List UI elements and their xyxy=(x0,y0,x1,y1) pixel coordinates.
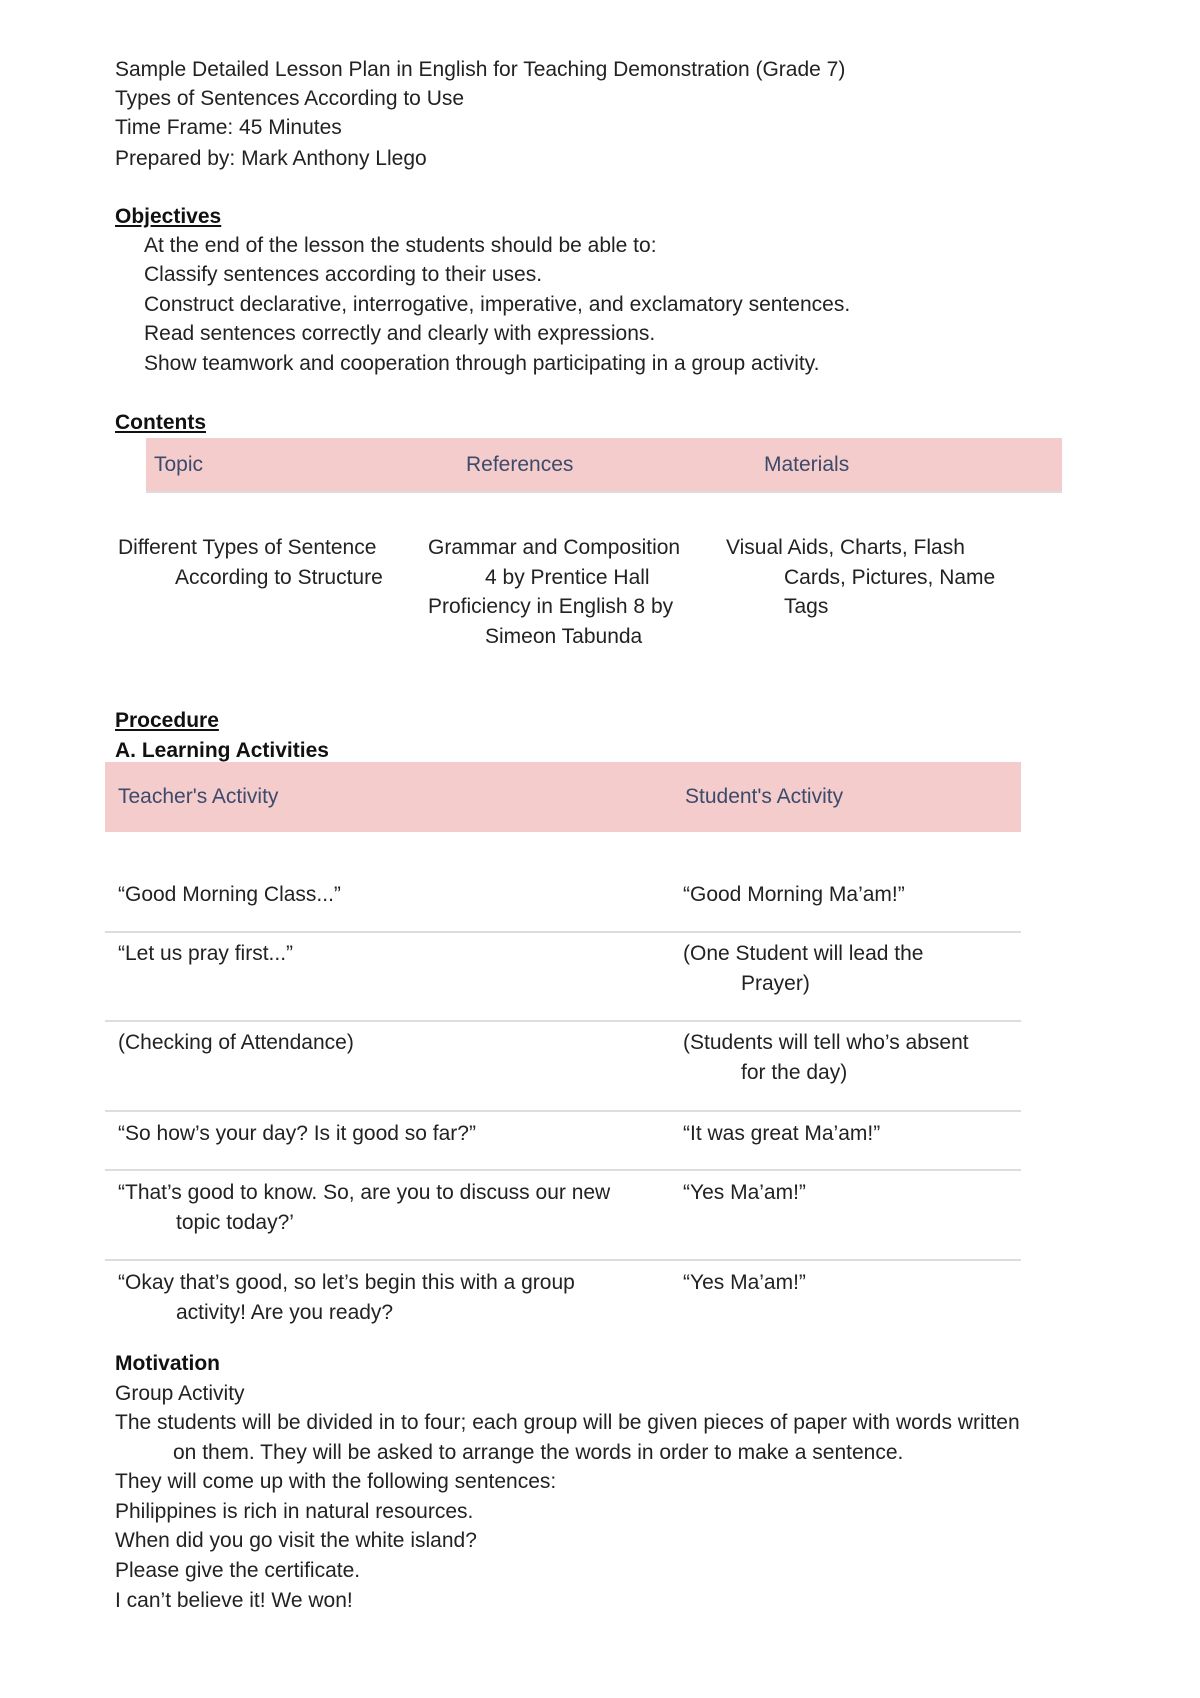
example-sentence: I can’t believe it! We won! xyxy=(115,1589,353,1612)
activities-table-body xyxy=(105,832,1021,1349)
reference-line: Grammar and Composition xyxy=(428,536,681,559)
cell-line: “Okay that’s good, so let’s begin this with a group xyxy=(118,1271,575,1294)
cell-line: “So how’s your day? Is it good so far?” xyxy=(118,1122,476,1145)
cell-line: activity! Are you ready? xyxy=(176,1301,394,1324)
objective-item: Read sentences correctly and clearly with expressions. xyxy=(144,322,656,345)
document-title: Sample Detailed Lesson Plan in English for Teaching Demonstration (Grade 7) xyxy=(115,58,846,81)
cell-line: for the day) xyxy=(741,1061,848,1084)
motivation-activity: Group Activity xyxy=(115,1382,245,1405)
student-activity-cell xyxy=(683,1028,1013,1088)
column-header-topic: Topic xyxy=(154,453,204,476)
motivation-heading: Motivation xyxy=(115,1352,220,1375)
cell-line: “Good Morning Class...” xyxy=(118,883,341,906)
cell-line: “Yes Ma’am!” xyxy=(683,1271,806,1294)
reference-line: Proficiency in English 8 by xyxy=(428,595,674,618)
column-header-materials: Materials xyxy=(764,453,850,476)
teacher-activity-cell xyxy=(118,1028,678,1058)
cell-line: “Yes Ma’am!” xyxy=(683,1181,806,1204)
material-line: Visual Aids, Charts, Flash xyxy=(726,536,965,559)
objective-item: Classify sentences according to their uses. xyxy=(144,263,543,286)
document-subtitle: Types of Sentences According to Use xyxy=(115,87,465,110)
teacher-activity-cell xyxy=(118,1178,678,1238)
column-header-teacher: Teacher's Activity xyxy=(118,785,279,808)
procedure-heading: Procedure xyxy=(115,709,219,732)
prepared-by: Prepared by: Mark Anthony Llego xyxy=(115,147,427,170)
activities-table-header xyxy=(105,762,1021,832)
contents-materials-cell xyxy=(726,533,995,622)
cell-line: topic today?’ xyxy=(176,1211,294,1234)
topic-line: According to Structure xyxy=(175,565,383,589)
material-line: Tags xyxy=(784,595,829,618)
motivation-lead: They will come up with the following sentences: xyxy=(115,1470,557,1493)
cell-line: (Checking of Attendance) xyxy=(118,1031,354,1054)
reference-line: 4 by Prentice Hall xyxy=(485,565,650,589)
teacher-activity-cell xyxy=(118,1268,678,1328)
objective-item: Show teamwork and cooperation through participating in a group activity. xyxy=(144,352,820,375)
motivation-description: on them. They will be asked to arrange the words in order to make a sentence. xyxy=(173,1441,904,1464)
table-row xyxy=(105,1110,1021,1169)
teacher-activity-cell xyxy=(118,939,678,969)
teacher-activity-cell xyxy=(118,880,678,910)
table-row xyxy=(105,1259,1021,1349)
objectives-intro: At the end of the lesson the students should be able to: xyxy=(144,234,657,257)
teacher-activity-cell xyxy=(118,1119,678,1149)
cell-line: “It was great Ma’am!” xyxy=(683,1122,881,1145)
time-frame: Time Frame: 45 Minutes xyxy=(115,116,342,139)
motivation-description: The students will be divided in to four; each group will be given pieces of paper with words written xyxy=(115,1411,1020,1434)
table-row xyxy=(105,931,1021,1020)
student-activity-cell xyxy=(683,1178,1013,1208)
objective-item: Construct declarative, interrogative, imperative, and exclamatory sentences. xyxy=(144,293,851,316)
objectives-heading: Objectives xyxy=(115,205,222,228)
table-row xyxy=(105,1169,1021,1259)
cell-line: “That’s good to know. So, are you to discuss our new xyxy=(118,1181,611,1204)
reference-line: Simeon Tabunda xyxy=(485,624,643,648)
contents-topic-cell xyxy=(118,533,383,592)
table-row xyxy=(105,832,1021,931)
cell-line: Prayer) xyxy=(741,972,810,995)
student-activity-cell xyxy=(683,1268,1013,1298)
learning-activities-heading: A. Learning Activities xyxy=(115,739,329,762)
example-sentence: Philippines is rich in natural resources. xyxy=(115,1500,474,1523)
contents-references-cell xyxy=(428,533,680,651)
activities-table xyxy=(105,762,1021,1349)
topic-line: Different Types of Sentence xyxy=(118,536,377,559)
example-sentence: When did you go visit the white island? xyxy=(115,1529,477,1552)
column-header-student: Student's Activity xyxy=(685,785,844,808)
student-activity-cell xyxy=(683,1119,1013,1149)
contents-heading: Contents xyxy=(115,411,206,434)
cell-line: “Let us pray first...” xyxy=(118,942,294,965)
cell-line: (One Student will lead the xyxy=(683,942,924,965)
student-activity-cell xyxy=(683,880,1013,910)
table-row xyxy=(105,1020,1021,1110)
cell-line: “Good Morning Ma’am!” xyxy=(683,883,905,906)
example-sentence: Please give the certificate. xyxy=(115,1559,361,1582)
student-activity-cell xyxy=(683,939,1013,999)
cell-line: (Students will tell who’s absent xyxy=(683,1031,969,1054)
contents-table-header xyxy=(146,438,1062,493)
column-header-references: References xyxy=(466,453,574,476)
material-line: Cards, Pictures, Name xyxy=(784,565,996,589)
